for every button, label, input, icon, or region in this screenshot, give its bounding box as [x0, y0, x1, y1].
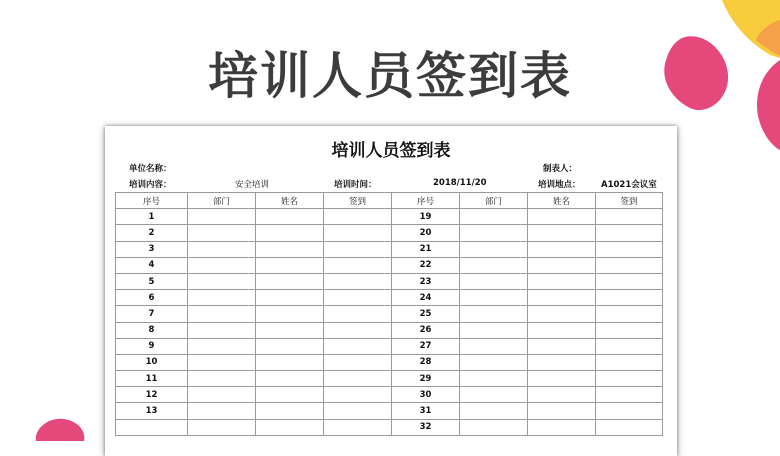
signature-cell[interactable] — [596, 306, 663, 322]
place-label: 培训地点： — [538, 180, 581, 190]
department-cell[interactable] — [188, 419, 256, 435]
table-row — [116, 290, 663, 306]
name-cell[interactable] — [256, 241, 324, 257]
signature-cell[interactable] — [324, 387, 392, 403]
row-number-cell: 25 — [392, 306, 460, 322]
row-number-cell: 13 — [116, 403, 188, 419]
department-cell[interactable] — [460, 257, 528, 273]
place-value: A1021会议室 — [601, 180, 657, 190]
department-cell[interactable] — [460, 290, 528, 306]
signature-cell[interactable] — [596, 209, 663, 225]
time-value: 2018/11/20 — [433, 178, 487, 188]
signature-cell[interactable] — [324, 403, 392, 419]
name-cell[interactable] — [256, 225, 324, 241]
department-cell[interactable] — [460, 403, 528, 419]
row-number-cell: 31 — [392, 403, 460, 419]
row-number-cell: 2 — [116, 225, 188, 241]
row-number-cell: 5 — [116, 273, 188, 289]
name-cell[interactable] — [256, 209, 324, 225]
signature-cell[interactable] — [324, 354, 392, 370]
signature-cell[interactable] — [596, 354, 663, 370]
name-cell[interactable] — [256, 322, 324, 338]
table-row — [116, 338, 663, 354]
signature-cell[interactable] — [596, 290, 663, 306]
signature-cell[interactable] — [596, 225, 663, 241]
table-row — [116, 273, 663, 289]
department-cell[interactable] — [460, 322, 528, 338]
name-cell[interactable] — [528, 290, 596, 306]
signature-cell[interactable] — [596, 241, 663, 257]
department-cell[interactable] — [188, 338, 256, 354]
department-cell[interactable] — [188, 241, 256, 257]
signature-cell[interactable] — [596, 419, 663, 435]
signature-cell[interactable] — [596, 387, 663, 403]
row-number-cell: 24 — [392, 290, 460, 306]
column-header: 序号 — [392, 193, 460, 209]
signature-cell[interactable] — [324, 225, 392, 241]
name-cell[interactable] — [528, 209, 596, 225]
table-header-row — [116, 193, 663, 209]
row-number-cell: 32 — [392, 419, 460, 435]
row-number-cell: 23 — [392, 273, 460, 289]
column-header: 姓名 — [256, 193, 324, 209]
name-cell[interactable] — [256, 257, 324, 273]
department-cell[interactable] — [188, 322, 256, 338]
name-cell[interactable] — [256, 403, 324, 419]
name-cell[interactable] — [528, 387, 596, 403]
signature-cell[interactable] — [324, 273, 392, 289]
name-cell[interactable] — [256, 387, 324, 403]
row-number-cell: 8 — [116, 322, 188, 338]
signature-cell[interactable] — [596, 403, 663, 419]
department-cell[interactable] — [188, 387, 256, 403]
sheet-title: 培训人员签到表 — [331, 141, 451, 161]
column-header: 签到 — [324, 193, 392, 209]
signature-cell[interactable] — [596, 322, 663, 338]
name-cell[interactable] — [256, 306, 324, 322]
department-cell[interactable] — [460, 354, 528, 370]
department-cell[interactable] — [188, 371, 256, 387]
name-cell[interactable] — [256, 354, 324, 370]
department-cell[interactable] — [188, 225, 256, 241]
row-number-cell: 19 — [392, 209, 460, 225]
department-cell[interactable] — [460, 241, 528, 257]
department-cell[interactable] — [188, 209, 256, 225]
column-header: 签到 — [596, 193, 663, 209]
unit-label: 单位名称： — [129, 164, 172, 174]
department-cell[interactable] — [460, 419, 528, 435]
department-cell[interactable] — [188, 306, 256, 322]
table-row — [116, 322, 663, 338]
table-row — [116, 387, 663, 403]
signature-cell[interactable] — [324, 241, 392, 257]
row-number-cell: 1 — [116, 209, 188, 225]
row-number-cell: 10 — [116, 354, 188, 370]
column-header: 部门 — [460, 193, 528, 209]
row-number-cell: 30 — [392, 387, 460, 403]
signature-cell[interactable] — [596, 273, 663, 289]
content-value: 安全培训 — [235, 180, 270, 190]
signature-cell[interactable] — [596, 257, 663, 273]
row-number-cell: 9 — [116, 338, 188, 354]
department-cell[interactable] — [188, 403, 256, 419]
name-cell[interactable] — [528, 257, 596, 273]
row-number-cell: 22 — [392, 257, 460, 273]
department-cell[interactable] — [188, 354, 256, 370]
signature-cell[interactable] — [324, 209, 392, 225]
department-cell[interactable] — [460, 371, 528, 387]
name-cell[interactable] — [528, 306, 596, 322]
row-number-cell: 6 — [116, 290, 188, 306]
table-row — [116, 403, 663, 419]
name-cell[interactable] — [256, 419, 324, 435]
row-number-cell — [116, 419, 188, 435]
name-cell[interactable] — [528, 354, 596, 370]
name-cell[interactable] — [256, 371, 324, 387]
signature-cell[interactable] — [324, 257, 392, 273]
row-number-cell: 4 — [116, 257, 188, 273]
signature-cell[interactable] — [324, 419, 392, 435]
signature-cell[interactable] — [324, 338, 392, 354]
table-row — [116, 209, 663, 225]
page-title: 培训人员签到表 — [208, 47, 572, 105]
department-cell[interactable] — [460, 225, 528, 241]
row-number-cell: 29 — [392, 371, 460, 387]
row-number-cell: 26 — [392, 322, 460, 338]
name-cell[interactable] — [528, 273, 596, 289]
row-number-cell: 28 — [392, 354, 460, 370]
department-cell[interactable] — [460, 338, 528, 354]
table-row — [116, 257, 663, 273]
table-row — [116, 354, 663, 370]
department-cell[interactable] — [188, 257, 256, 273]
column-header: 部门 — [188, 193, 256, 209]
signature-cell[interactable] — [324, 290, 392, 306]
sign-in-table — [115, 192, 663, 436]
name-cell[interactable] — [256, 290, 324, 306]
department-cell[interactable] — [188, 290, 256, 306]
signature-cell[interactable] — [596, 371, 663, 387]
table-row — [116, 225, 663, 241]
name-cell[interactable] — [528, 225, 596, 241]
signature-cell[interactable] — [324, 322, 392, 338]
table-row — [116, 241, 663, 257]
name-cell[interactable] — [256, 338, 324, 354]
signature-cell[interactable] — [324, 306, 392, 322]
name-cell[interactable] — [528, 371, 596, 387]
name-cell[interactable] — [528, 419, 596, 435]
name-cell[interactable] — [256, 273, 324, 289]
row-number-cell: 20 — [392, 225, 460, 241]
sign-in-sheet — [105, 126, 677, 456]
maker-label: 制表人： — [543, 164, 578, 174]
row-number-cell: 7 — [116, 306, 188, 322]
column-header: 姓名 — [528, 193, 596, 209]
column-header: 序号 — [116, 193, 188, 209]
table-row — [116, 371, 663, 387]
decorative-blob-bottom-left — [30, 415, 90, 441]
department-cell[interactable] — [188, 273, 256, 289]
name-cell[interactable] — [528, 241, 596, 257]
row-number-cell: 27 — [392, 338, 460, 354]
table-row — [116, 419, 663, 435]
signature-cell[interactable] — [324, 371, 392, 387]
department-cell[interactable] — [460, 387, 528, 403]
signature-cell[interactable] — [596, 338, 663, 354]
content-label: 培训内容： — [129, 180, 172, 190]
department-cell[interactable] — [460, 209, 528, 225]
name-cell[interactable] — [528, 338, 596, 354]
department-cell[interactable] — [460, 273, 528, 289]
row-number-cell: 12 — [116, 387, 188, 403]
name-cell[interactable] — [528, 403, 596, 419]
time-label: 培训时间： — [334, 180, 377, 190]
row-number-cell: 11 — [116, 371, 188, 387]
row-number-cell: 21 — [392, 241, 460, 257]
name-cell[interactable] — [528, 322, 596, 338]
department-cell[interactable] — [460, 306, 528, 322]
table-row — [116, 306, 663, 322]
row-number-cell: 3 — [116, 241, 188, 257]
